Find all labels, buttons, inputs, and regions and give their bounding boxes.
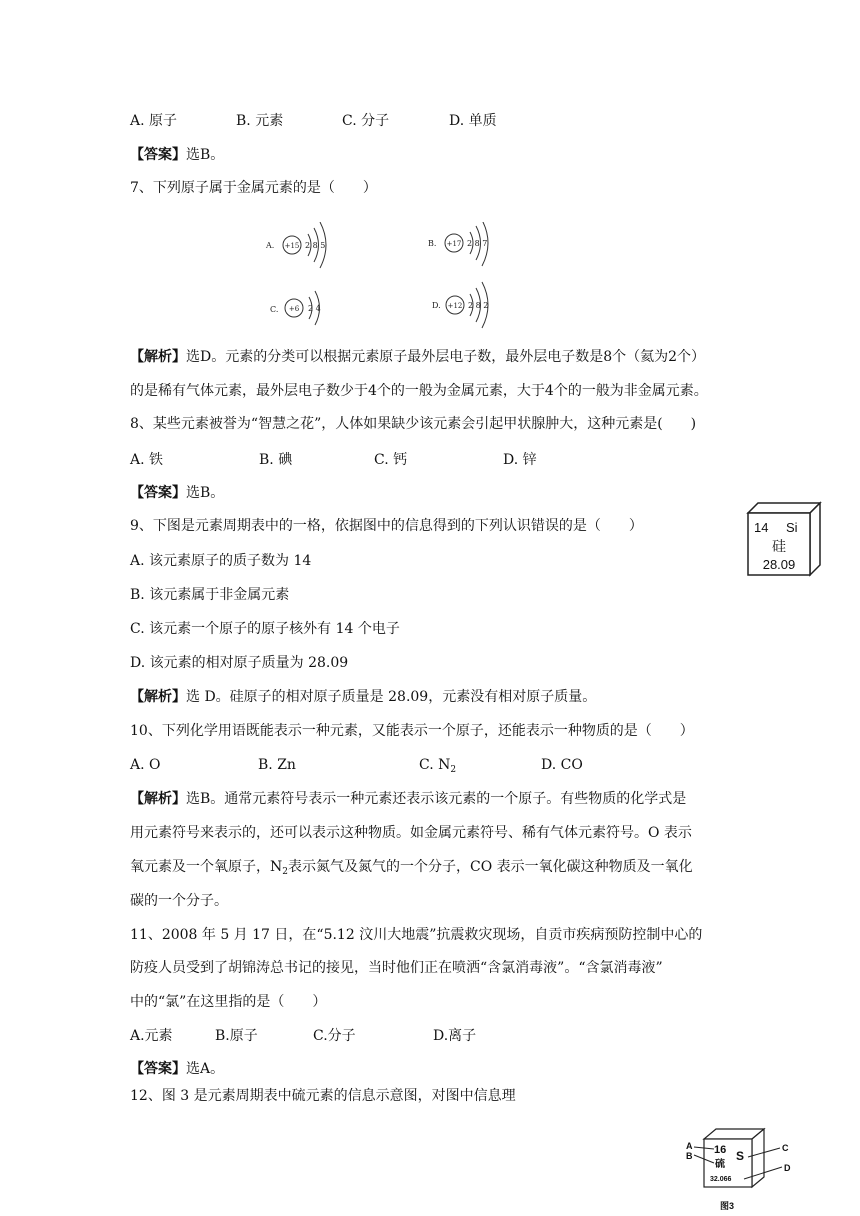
- atom-diagram-c: [270, 291, 321, 325]
- shell-electrons: 2 8 5: [305, 241, 326, 250]
- q8-stem: 8、某些元素被誉为“智慧之花”，人体如果缺少该元素会引起甲状腺肿大，这种元素是( ): [130, 416, 697, 432]
- analysis-tag: 【解析】: [130, 349, 186, 365]
- atomic-mass: 32.066: [710, 1176, 732, 1183]
- pointer-label-b: B: [686, 1151, 693, 1161]
- atom-label: B.: [428, 239, 437, 248]
- q11-stem-line-3: 中的“氯”在这里指的是（ ）: [130, 994, 327, 1010]
- q10-analysis-line-4: 碳的一个分子。: [130, 893, 228, 909]
- atom-diagram-b: [428, 222, 488, 266]
- answer-text: 选B。: [186, 485, 225, 501]
- shell-electrons: 2 4: [308, 304, 321, 313]
- atomic-number: 16: [714, 1144, 727, 1156]
- subscript: 2: [450, 765, 457, 775]
- q10-analysis-line-3: [130, 857, 693, 877]
- nucleus-charge: +6: [288, 305, 300, 313]
- q9-option-b: B. 该元素属于非金属元素: [130, 587, 290, 603]
- element-name: 硫: [715, 1159, 725, 1170]
- silicon-element-cell: [744, 501, 824, 579]
- nucleus-charge: +17: [446, 240, 462, 248]
- atomic-mass: 28.09: [762, 557, 796, 572]
- q6-option-d: D. 单质: [449, 113, 497, 129]
- q8-answer: [130, 483, 224, 503]
- q10-option-b: B. Zn: [258, 757, 296, 773]
- q7-analysis-line-2: 的是稀有气体元素，最外层电子数少于4个的一般为金属元素，大于4个的一般为非金属元素。: [130, 383, 708, 399]
- sulfur-element-figure: [684, 1127, 804, 1213]
- q11-option-c: C.分子: [313, 1028, 356, 1044]
- q10-option-c: [419, 755, 456, 775]
- q10-option-a: A. O: [130, 757, 161, 773]
- atom-diagram-a: [265, 222, 326, 268]
- q10-analysis-line-1: [130, 789, 686, 809]
- q8-option-d: D. 锌: [503, 452, 537, 468]
- analysis-text: 选 D。硅原子的相对原子质量是 28.09，元素没有相对原子质量。: [186, 689, 597, 705]
- answer-text: 选A。: [186, 1061, 225, 1077]
- q11-option-a: A.元素: [130, 1028, 173, 1044]
- pointer-label-c: C: [782, 1143, 789, 1153]
- q6-option-b: B. 元素: [236, 113, 284, 129]
- answer-text: 选B。: [186, 147, 225, 163]
- answer-tag: 【答案】: [130, 147, 186, 163]
- q8-option-b: B. 碘: [259, 452, 293, 468]
- subscript: 2: [282, 867, 288, 877]
- q11-stem-line-2: 防疫人员受到了胡锦涛总书记的接见，当时他们正在喷洒“含氯消毒液”。“含氯消毒液”: [130, 960, 663, 976]
- q11-answer: [130, 1059, 224, 1079]
- element-name: 硅: [772, 539, 786, 555]
- nucleus-charge: +15: [284, 242, 300, 250]
- atom-structure-diagrams: [262, 222, 502, 342]
- shell-electrons: 2 8 7: [467, 239, 488, 248]
- q11-option-b: B.原子: [215, 1028, 258, 1044]
- analysis-text: 选B。通常元素符号表示一种元素还表示该元素的一个原子。有些物质的化学式是: [186, 791, 687, 807]
- q10-option-d: D. CO: [541, 757, 583, 773]
- analysis-tag: 【解析】: [130, 689, 186, 705]
- q10-stem: 10、下列化学用语既能表示一种元素，又能表示一个原子，还能表示一种物质的是（ ）: [130, 723, 694, 739]
- q12-stem: 12、图 3 是元素周期表中硫元素的信息示意图，对图中信息理: [130, 1088, 516, 1104]
- q8-option-a: A. 铁: [130, 452, 164, 468]
- pointer-label-d: D: [784, 1163, 791, 1173]
- nucleus-charge: +12: [447, 302, 463, 310]
- q9-stem: 9、下图是元素周期表中的一格，依据图中的信息得到的下列认识错误的是（ ）: [130, 518, 643, 534]
- atomic-number: 14: [754, 520, 769, 535]
- text-part: 表示氮气及氮气的一个分子，CO 表示一氧化碳这种物质及一氧化: [287, 859, 693, 875]
- analysis-text: 选D。元素的分类可以根据元素原子最外层电子数，最外层电子数是8个（氦为2个）: [186, 349, 706, 365]
- q7-analysis-line-1: [130, 347, 705, 367]
- q7-stem: 7、下列原子属于金属元素的是（ ）: [130, 180, 377, 196]
- option-text: C. N: [419, 757, 451, 773]
- answer-tag: 【答案】: [130, 485, 186, 501]
- atom-label: A.: [266, 241, 275, 250]
- element-symbol: S: [736, 1149, 745, 1163]
- q9-analysis: [130, 687, 596, 707]
- atom-label: D.: [432, 301, 441, 310]
- q6-option-c: C. 分子: [342, 113, 390, 129]
- analysis-tag: 【解析】: [130, 791, 186, 807]
- q8-option-c: C. 钙: [374, 452, 408, 468]
- q10-analysis-line-2: 用元素符号来表示的，还可以表示这种物质。如金属元素符号、稀有气体元素符号。O 表示: [130, 825, 692, 841]
- shell-electrons: 2 8 2: [468, 301, 489, 310]
- q9-option-d: D. 该元素的相对原子质量为 28.09: [130, 655, 349, 671]
- pointer-label-a: A: [686, 1141, 693, 1151]
- q9-option-a: A. 该元素原子的质子数为 14: [130, 553, 312, 569]
- q6-option-a: A. 原子: [130, 113, 178, 129]
- q6-answer: [130, 145, 224, 165]
- figure-caption: 图3: [720, 1201, 735, 1211]
- q11-stem-line-1: 11、2008 年 5 月 17 日，在“5.12 汶川大地震”抗震救灾现场，自贡市疾病预防控制中心的: [130, 927, 703, 943]
- q11-option-d: D.离子: [433, 1028, 477, 1044]
- atom-diagram-d: [432, 282, 488, 328]
- text-part: 氧元素及一个氧原子，N: [130, 859, 283, 875]
- element-symbol: Si: [786, 520, 798, 535]
- atom-label: C.: [270, 305, 279, 314]
- answer-tag: 【答案】: [130, 1061, 186, 1077]
- q9-option-c: C. 该元素一个原子的原子核外有 14 个电子: [130, 621, 400, 637]
